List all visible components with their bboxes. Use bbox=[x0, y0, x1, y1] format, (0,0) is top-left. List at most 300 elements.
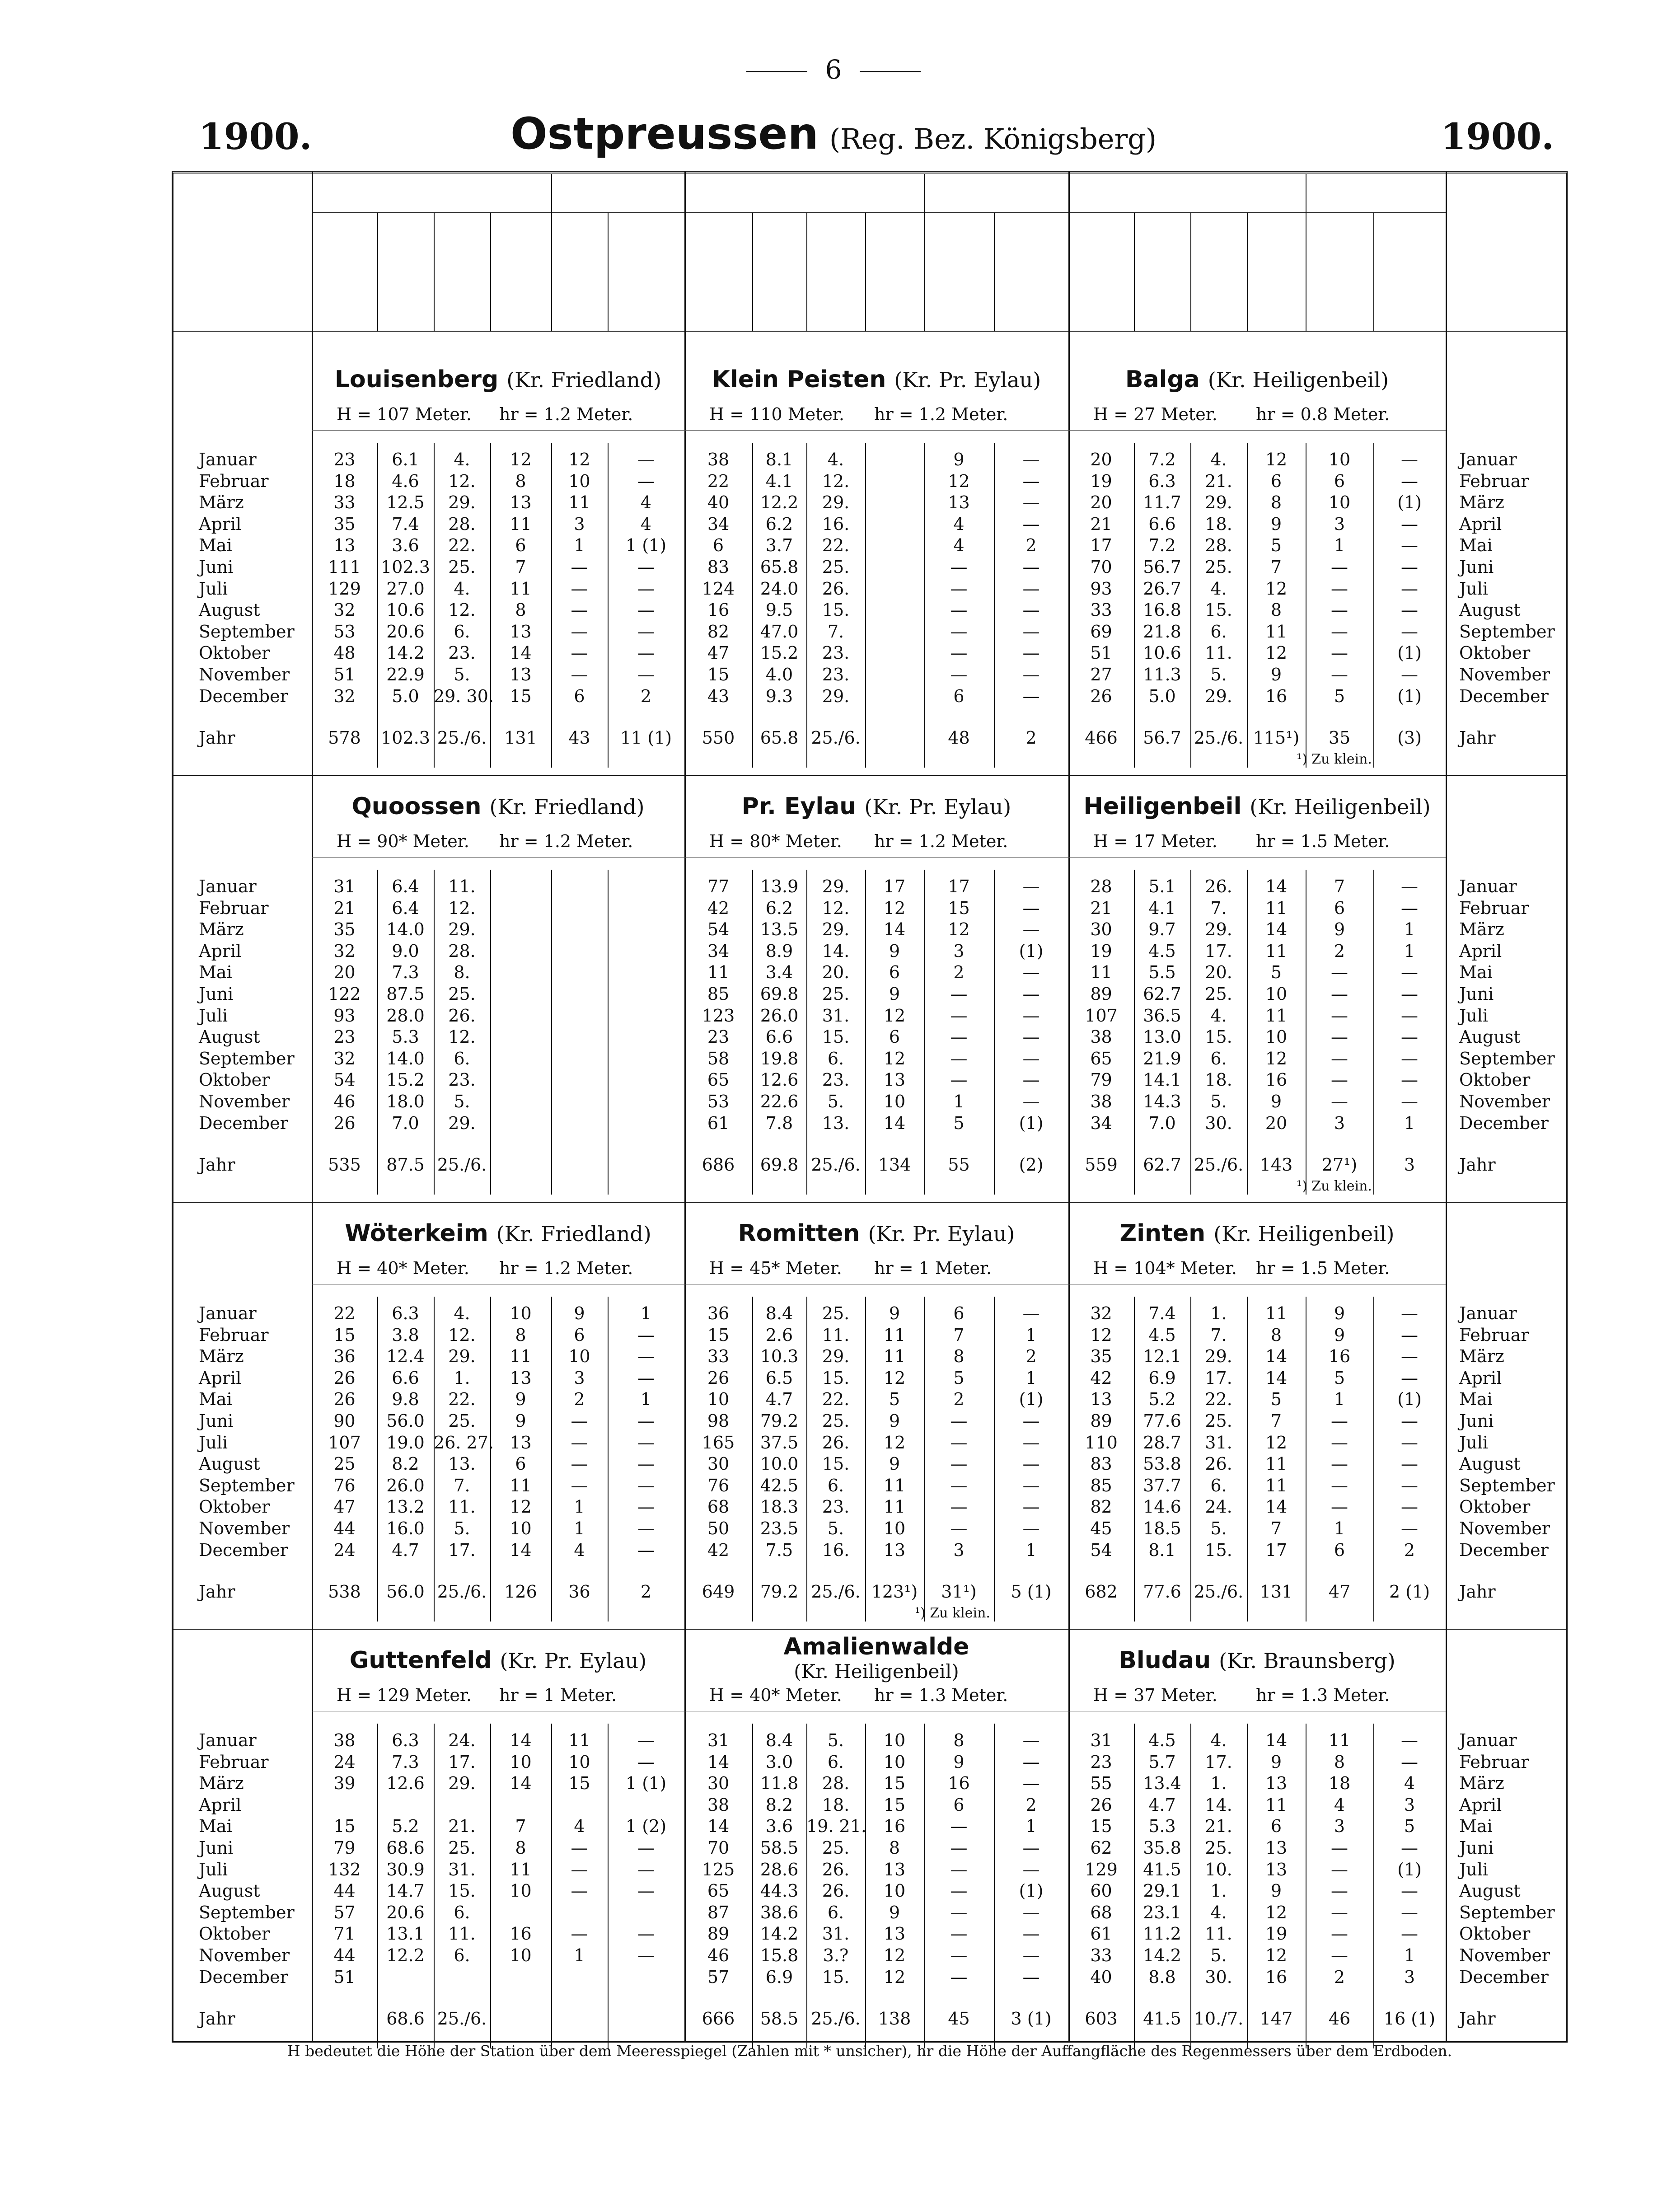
data-cell: — bbox=[1022, 1752, 1040, 1772]
data-cell: 31. bbox=[1205, 1432, 1232, 1453]
month-label-left: Februar bbox=[199, 898, 269, 918]
data-cell: — bbox=[1022, 1945, 1040, 1965]
data-cell: 11 bbox=[1265, 941, 1288, 961]
data-cell: 24.0 bbox=[760, 578, 799, 599]
data-cell: 26. bbox=[822, 1432, 850, 1453]
data-cell: 12 bbox=[883, 898, 906, 918]
data-cell: — bbox=[1331, 600, 1348, 620]
data-cell: 26 bbox=[1090, 686, 1112, 706]
data-cell: 44 bbox=[333, 1945, 356, 1965]
data-cell: 10 bbox=[883, 1730, 906, 1750]
data-cell: 7.2 bbox=[1148, 535, 1176, 556]
data-cell: 11 bbox=[1265, 898, 1288, 918]
data-cell: 4. bbox=[1210, 1902, 1227, 1922]
data-cell: 35 bbox=[333, 919, 356, 940]
data-cell: 132 bbox=[328, 1859, 361, 1879]
data-cell: — bbox=[1022, 1475, 1040, 1495]
month-label-left: August bbox=[199, 1454, 260, 1474]
data-cell: — bbox=[571, 643, 588, 663]
data-cell: — bbox=[1401, 876, 1418, 896]
month-label-left: Juni bbox=[199, 557, 234, 577]
station-kreis: (Kr. Heiligenbeil) bbox=[1213, 1222, 1395, 1246]
data-cell: — bbox=[1331, 1432, 1348, 1453]
data-cell: — bbox=[1022, 1773, 1040, 1794]
data-cell: 18 bbox=[1328, 1773, 1351, 1794]
data-cell: 13 bbox=[510, 492, 532, 513]
station-name: Heiligenbeil bbox=[1083, 793, 1242, 820]
jahr-cell: 41.5 bbox=[1143, 2009, 1181, 2029]
block-separator bbox=[172, 775, 1568, 776]
data-cell: 13.5 bbox=[760, 919, 799, 940]
data-cell: 14.0 bbox=[386, 1048, 425, 1069]
data-cell: 12.6 bbox=[386, 1773, 425, 1794]
data-cell: 10. bbox=[1205, 1859, 1232, 1879]
header-group-rule bbox=[924, 174, 925, 212]
data-cell: 26 bbox=[333, 1368, 356, 1388]
data-cell: 48 bbox=[333, 643, 356, 663]
data-cell: — bbox=[637, 1945, 655, 1965]
data-cell: 25. bbox=[822, 1411, 850, 1431]
data-cell: — bbox=[1401, 1497, 1418, 1517]
month-label-right: Januar bbox=[1459, 450, 1517, 469]
jahr-cell: 466 bbox=[1085, 728, 1118, 748]
data-cell: 13 bbox=[510, 621, 532, 642]
data-cell: — bbox=[1022, 686, 1040, 706]
data-cell: — bbox=[1022, 1518, 1040, 1538]
data-cell: 41.5 bbox=[1143, 1859, 1181, 1879]
data-cell: 14. bbox=[1205, 1795, 1232, 1815]
data-cell: 25. bbox=[822, 984, 850, 1004]
data-cell: — bbox=[1022, 1902, 1040, 1922]
data-cell: 2 bbox=[953, 962, 965, 983]
data-cell: — bbox=[637, 1368, 655, 1388]
data-cell: 1 bbox=[574, 535, 585, 556]
data-cell: 24. bbox=[448, 1730, 476, 1750]
data-cell: 10 bbox=[510, 1881, 532, 1901]
data-cell: 31 bbox=[1090, 1730, 1112, 1750]
data-cell: 9.7 bbox=[1148, 919, 1176, 940]
data-column-rule bbox=[551, 870, 552, 1195]
data-cell: 18. bbox=[822, 1795, 850, 1815]
data-cell: 11 bbox=[510, 1346, 532, 1367]
month-label-right: August bbox=[1459, 1454, 1521, 1474]
data-cell: 18 bbox=[333, 471, 356, 491]
data-cell: 20 bbox=[1090, 492, 1112, 513]
data-cell: 5. bbox=[827, 1092, 844, 1111]
header-column-rule bbox=[806, 212, 807, 331]
month-label-left: Oktober bbox=[199, 643, 270, 663]
month-label-left: April bbox=[199, 941, 242, 961]
data-cell: 11.8 bbox=[760, 1773, 799, 1794]
data-cell: — bbox=[1401, 1730, 1418, 1750]
data-cell: 13 bbox=[1090, 1389, 1112, 1410]
month-label-left: December bbox=[199, 1113, 288, 1133]
data-cell: 65 bbox=[1090, 1048, 1112, 1069]
data-cell: — bbox=[1022, 557, 1040, 577]
data-cell: 9 bbox=[1334, 919, 1345, 940]
jahr-cell: 143 bbox=[1260, 1155, 1293, 1175]
data-cell: 9 bbox=[574, 1303, 585, 1323]
data-cell: 7. bbox=[1210, 898, 1227, 918]
block-rule bbox=[312, 857, 684, 858]
data-cell: 5. bbox=[454, 665, 470, 684]
data-cell: 5.2 bbox=[1148, 1389, 1176, 1410]
month-label-left: März bbox=[199, 492, 244, 513]
data-cell: — bbox=[1401, 1303, 1418, 1323]
data-cell: 7.2 bbox=[1148, 450, 1176, 469]
month-label-right: Juni bbox=[1459, 1411, 1494, 1431]
data-cell: 6 bbox=[574, 1325, 585, 1345]
data-cell: 35 bbox=[1090, 1346, 1112, 1367]
data-cell: 3 bbox=[1334, 1816, 1345, 1837]
data-cell: 13 bbox=[1265, 1838, 1288, 1858]
data-cell: 8 bbox=[1334, 1752, 1345, 1772]
gauge-height: hr = 1.5 Meter. bbox=[1256, 831, 1390, 851]
data-cell: — bbox=[1401, 1070, 1418, 1090]
data-cell: 9 bbox=[1334, 1325, 1345, 1345]
month-label-left: Januar bbox=[199, 1303, 257, 1323]
data-cell: 21. bbox=[1205, 1816, 1232, 1837]
data-cell: — bbox=[1022, 492, 1040, 513]
data-cell: — bbox=[1022, 621, 1040, 642]
month-label-left: September bbox=[199, 621, 295, 642]
data-cell: 43 bbox=[707, 686, 730, 706]
data-cell: 22.9 bbox=[386, 665, 425, 684]
jahr-cell: 25./6. bbox=[437, 2009, 487, 2029]
month-label-right: April bbox=[1459, 514, 1502, 534]
data-cell: — bbox=[637, 1881, 655, 1901]
data-cell: 15.2 bbox=[386, 1070, 425, 1090]
data-cell: 4 bbox=[953, 535, 965, 556]
data-cell: — bbox=[1401, 984, 1418, 1004]
data-cell: 8.2 bbox=[765, 1795, 793, 1815]
data-cell: 21. bbox=[448, 1816, 476, 1837]
data-cell: 21.9 bbox=[1143, 1048, 1181, 1069]
data-cell: — bbox=[1022, 1411, 1040, 1431]
data-cell: 21. bbox=[1205, 471, 1232, 491]
jahr-cell: 79.2 bbox=[760, 1582, 799, 1602]
data-cell: 14 bbox=[1265, 919, 1288, 940]
jahr-cell: 48 bbox=[948, 728, 970, 748]
header-rule bbox=[1068, 212, 1446, 213]
data-cell: 11 bbox=[883, 1475, 906, 1495]
data-cell: (1) bbox=[1397, 492, 1422, 513]
data-cell: 2 bbox=[1334, 941, 1345, 961]
data-cell: 9 bbox=[953, 450, 965, 469]
data-cell: 85 bbox=[1090, 1475, 1112, 1495]
data-cell: 20. bbox=[822, 962, 850, 983]
data-cell: 4.7 bbox=[765, 1389, 793, 1410]
data-cell: 1 (1) bbox=[625, 535, 667, 556]
jahr-cell: 58.5 bbox=[760, 2009, 799, 2029]
data-cell: 35 bbox=[333, 514, 356, 534]
data-cell: 8 bbox=[1270, 492, 1282, 513]
data-cell: — bbox=[950, 621, 968, 642]
data-cell: 26. bbox=[1205, 876, 1232, 896]
data-cell: 1. bbox=[454, 1368, 470, 1388]
month-label-left: April bbox=[199, 514, 242, 534]
station-height: H = 129 Meter. bbox=[337, 1685, 472, 1705]
station-title-zinten bbox=[1068, 1220, 1446, 1247]
data-cell: 5 bbox=[953, 1368, 965, 1388]
data-cell: — bbox=[1331, 557, 1348, 577]
data-cell: 34 bbox=[707, 941, 730, 961]
data-cell: — bbox=[571, 621, 588, 642]
data-cell: 10 bbox=[1265, 984, 1288, 1004]
data-cell: 26 bbox=[1090, 1795, 1112, 1815]
data-cell: 76 bbox=[333, 1475, 356, 1495]
data-cell: — bbox=[637, 643, 655, 663]
data-cell: 47 bbox=[333, 1497, 356, 1517]
data-cell: 5 bbox=[1404, 1816, 1415, 1837]
month-label-left: November bbox=[199, 1092, 290, 1111]
month-label-right: Juni bbox=[1459, 984, 1494, 1004]
data-cell: 25. bbox=[822, 557, 850, 577]
data-cell: 12 bbox=[948, 471, 970, 491]
data-cell: 7.4 bbox=[1148, 1303, 1176, 1323]
data-cell: — bbox=[1331, 1092, 1348, 1111]
data-cell: 12. bbox=[822, 471, 850, 491]
block-rule bbox=[684, 857, 1068, 858]
station-height: H = 104* Meter. bbox=[1093, 1258, 1237, 1278]
data-cell: — bbox=[637, 665, 655, 684]
data-cell: 19. 21. bbox=[806, 1816, 866, 1837]
data-cell: 17 bbox=[948, 876, 970, 896]
data-cell: — bbox=[637, 1752, 655, 1772]
data-cell: 11 bbox=[1265, 1475, 1288, 1495]
station-title-romitten bbox=[684, 1220, 1068, 1247]
jahr-label-right: Jahr bbox=[1459, 2009, 1496, 2029]
data-cell: — bbox=[1331, 1027, 1348, 1047]
data-cell: (1) bbox=[1397, 1389, 1422, 1410]
month-label-right: September bbox=[1459, 1475, 1555, 1495]
header-column-rule bbox=[1190, 212, 1191, 331]
month-label-right: Januar bbox=[1459, 876, 1517, 896]
data-cell: 22. bbox=[1205, 1389, 1232, 1410]
block-rule bbox=[312, 430, 684, 431]
data-cell: — bbox=[1401, 1368, 1418, 1388]
data-cell: 55 bbox=[1090, 1773, 1112, 1794]
data-cell: 10.6 bbox=[1143, 643, 1181, 663]
data-cell: 2 bbox=[574, 1389, 585, 1410]
data-cell: 6 bbox=[953, 1303, 965, 1323]
data-cell: 20 bbox=[333, 962, 356, 983]
station-title-kleinpeisten bbox=[684, 366, 1068, 393]
data-cell: 8.8 bbox=[1148, 1967, 1176, 1987]
data-cell: — bbox=[1022, 919, 1040, 940]
gauge-height: hr = 1.3 Meter. bbox=[874, 1685, 1008, 1705]
jahr-cell: 126 bbox=[504, 1582, 537, 1602]
data-cell: 7.0 bbox=[1148, 1113, 1176, 1133]
data-cell: 42.5 bbox=[760, 1475, 799, 1495]
jahr-cell: 31¹) bbox=[941, 1582, 977, 1602]
data-cell: 20.6 bbox=[386, 1902, 425, 1922]
data-cell: 12 bbox=[883, 1368, 906, 1388]
data-cell: — bbox=[950, 1838, 968, 1858]
data-cell: 6.2 bbox=[765, 898, 793, 918]
data-cell: 9 bbox=[889, 984, 900, 1004]
data-cell: 28. bbox=[448, 514, 476, 534]
data-cell: 79 bbox=[1090, 1070, 1112, 1090]
data-cell: 4. bbox=[454, 578, 470, 599]
data-cell: 1 bbox=[1025, 1816, 1037, 1837]
data-cell: 8 bbox=[515, 1325, 526, 1345]
data-cell: — bbox=[571, 1411, 588, 1431]
data-cell: 51 bbox=[333, 1967, 356, 1987]
station-height: H = 27 Meter. bbox=[1093, 404, 1217, 424]
data-cell: 107 bbox=[328, 1432, 361, 1453]
data-cell: 23. bbox=[822, 665, 850, 684]
data-cell: 12. bbox=[448, 898, 476, 918]
data-cell: 11 bbox=[568, 1730, 590, 1750]
data-cell: 17. bbox=[1205, 1368, 1232, 1388]
data-cell: 14 bbox=[883, 919, 906, 940]
data-cell: 5. bbox=[827, 1730, 844, 1750]
jahr-cell: 10./7. bbox=[1194, 2009, 1244, 2029]
data-cell: 82 bbox=[707, 621, 730, 642]
data-cell: 10 bbox=[883, 1518, 906, 1538]
data-cell: 5 bbox=[1270, 535, 1282, 556]
data-cell: 5 bbox=[1270, 1389, 1282, 1410]
data-cell: 19.0 bbox=[386, 1432, 425, 1453]
data-cell: 70 bbox=[1090, 557, 1112, 577]
data-cell: — bbox=[1401, 1432, 1418, 1453]
data-cell: 34 bbox=[707, 514, 730, 534]
data-cell: — bbox=[1331, 1005, 1348, 1026]
data-cell: 26.0 bbox=[386, 1475, 425, 1495]
data-cell: 70 bbox=[707, 1838, 730, 1858]
data-cell: 9.3 bbox=[765, 686, 793, 706]
data-cell: 33 bbox=[333, 492, 356, 513]
data-cell: 3.6 bbox=[392, 535, 419, 556]
data-cell: 6.6 bbox=[1148, 514, 1176, 534]
data-cell: 10 bbox=[883, 1092, 906, 1111]
data-cell: 7. bbox=[454, 1475, 470, 1495]
data-cell: 5. bbox=[827, 1518, 844, 1538]
data-cell: 29. bbox=[1205, 492, 1232, 513]
data-cell: 4 bbox=[640, 514, 652, 534]
data-cell: 10 bbox=[568, 1752, 590, 1772]
data-cell: 15 bbox=[333, 1816, 356, 1837]
station-name: Klein Peisten bbox=[712, 366, 886, 393]
data-cell: 12 bbox=[883, 1005, 906, 1026]
jahr-label-right: Jahr bbox=[1459, 728, 1496, 748]
header-column-rule bbox=[752, 212, 753, 331]
data-cell: — bbox=[1022, 1924, 1040, 1944]
month-label-right: December bbox=[1459, 1540, 1549, 1560]
data-cell: 38 bbox=[333, 1730, 356, 1750]
data-cell: 22. bbox=[822, 1389, 850, 1410]
data-cell: 6. bbox=[1210, 1048, 1227, 1069]
data-cell: 8 bbox=[515, 471, 526, 491]
data-cell: 7. bbox=[827, 621, 844, 642]
header-column-rule bbox=[377, 212, 378, 331]
station-title-guttenfeld bbox=[312, 1647, 684, 1674]
station-kreis: (Kr. Heiligenbeil) bbox=[1208, 368, 1389, 392]
data-cell: 13 bbox=[948, 492, 970, 513]
data-cell: — bbox=[1022, 1005, 1040, 1026]
data-cell: — bbox=[1022, 962, 1040, 983]
data-cell: 33 bbox=[1090, 1945, 1112, 1965]
data-cell: 93 bbox=[1090, 578, 1112, 599]
station-kreis: (Kr. Braunsberg) bbox=[1219, 1649, 1395, 1673]
data-cell: 107 bbox=[1085, 1005, 1118, 1026]
data-cell: — bbox=[637, 1497, 655, 1517]
jahr-cell: 3 bbox=[1404, 1155, 1415, 1175]
month-label-left: Januar bbox=[199, 876, 257, 896]
data-cell: 6.1 bbox=[392, 450, 419, 469]
data-cell: 165 bbox=[702, 1432, 735, 1453]
data-cell: 4 bbox=[1404, 1773, 1415, 1794]
month-label-left: Februar bbox=[199, 471, 269, 491]
month-label-right: September bbox=[1459, 1048, 1555, 1069]
data-cell: 5.7 bbox=[1148, 1752, 1176, 1772]
data-cell: 68.6 bbox=[386, 1838, 425, 1858]
station-name: Zinten bbox=[1119, 1220, 1206, 1247]
data-cell: — bbox=[637, 1432, 655, 1453]
data-cell: 23 bbox=[707, 1027, 730, 1047]
data-cell: — bbox=[571, 578, 588, 599]
data-cell: 17 bbox=[1090, 535, 1112, 556]
data-cell: 26. bbox=[1205, 1454, 1232, 1474]
station-title-preylau bbox=[684, 793, 1068, 820]
month-label-right: Juli bbox=[1459, 1432, 1489, 1453]
data-cell: 10.3 bbox=[760, 1346, 799, 1367]
month-label-left: December bbox=[199, 1967, 288, 1987]
data-cell: — bbox=[1401, 1325, 1418, 1345]
data-cell: 30 bbox=[1090, 919, 1112, 940]
jahr-cell: 27¹) bbox=[1321, 1155, 1358, 1175]
jahr-cell: 35 bbox=[1328, 728, 1351, 748]
data-cell: 6. bbox=[454, 1048, 470, 1069]
data-cell: 3 bbox=[1404, 1967, 1415, 1987]
month-label-right: Februar bbox=[1459, 1752, 1529, 1772]
data-cell: 89 bbox=[1090, 1411, 1112, 1431]
data-cell: — bbox=[950, 1048, 968, 1069]
data-cell: 15. bbox=[822, 600, 850, 620]
station-height: H = 40* Meter. bbox=[709, 1685, 842, 1705]
zu-klein-note: ¹) Zu klein. bbox=[915, 1605, 990, 1622]
data-cell: 7 bbox=[1270, 1411, 1282, 1431]
data-cell: 15 bbox=[568, 1773, 590, 1794]
data-cell: 20 bbox=[1090, 450, 1112, 469]
gauge-height: hr = 1.2 Meter. bbox=[499, 1258, 633, 1278]
data-cell: 90 bbox=[333, 1411, 356, 1431]
data-cell: (1) bbox=[1019, 1113, 1044, 1133]
station-kreis: (Kr. Pr. Eylau) bbox=[868, 1222, 1015, 1246]
data-cell: — bbox=[1401, 1881, 1418, 1901]
data-cell: 1. bbox=[1210, 1303, 1227, 1323]
jahr-cell: 123¹) bbox=[871, 1582, 918, 1602]
data-cell: 69 bbox=[1090, 621, 1112, 642]
station-height: H = 110 Meter. bbox=[709, 404, 844, 424]
data-cell: 15. bbox=[822, 1454, 850, 1474]
data-cell: 6. bbox=[827, 1048, 844, 1069]
data-cell: 12 bbox=[510, 1497, 532, 1517]
station-name: Pr. Eylau bbox=[741, 793, 857, 820]
jahr-label-left: Jahr bbox=[199, 1155, 235, 1175]
data-cell: — bbox=[571, 665, 588, 684]
jahr-cell: 2 bbox=[640, 1582, 652, 1602]
data-cell: 21 bbox=[1090, 514, 1112, 534]
data-cell: 12 bbox=[883, 1048, 906, 1069]
data-cell: 1 bbox=[1404, 1945, 1415, 1965]
data-cell: 8.4 bbox=[765, 1730, 793, 1750]
station-kreis: (Kr. Pr. Eylau) bbox=[894, 368, 1041, 392]
data-cell: — bbox=[950, 1432, 968, 1453]
data-cell: 4.1 bbox=[765, 471, 793, 491]
data-cell: — bbox=[950, 1070, 968, 1090]
